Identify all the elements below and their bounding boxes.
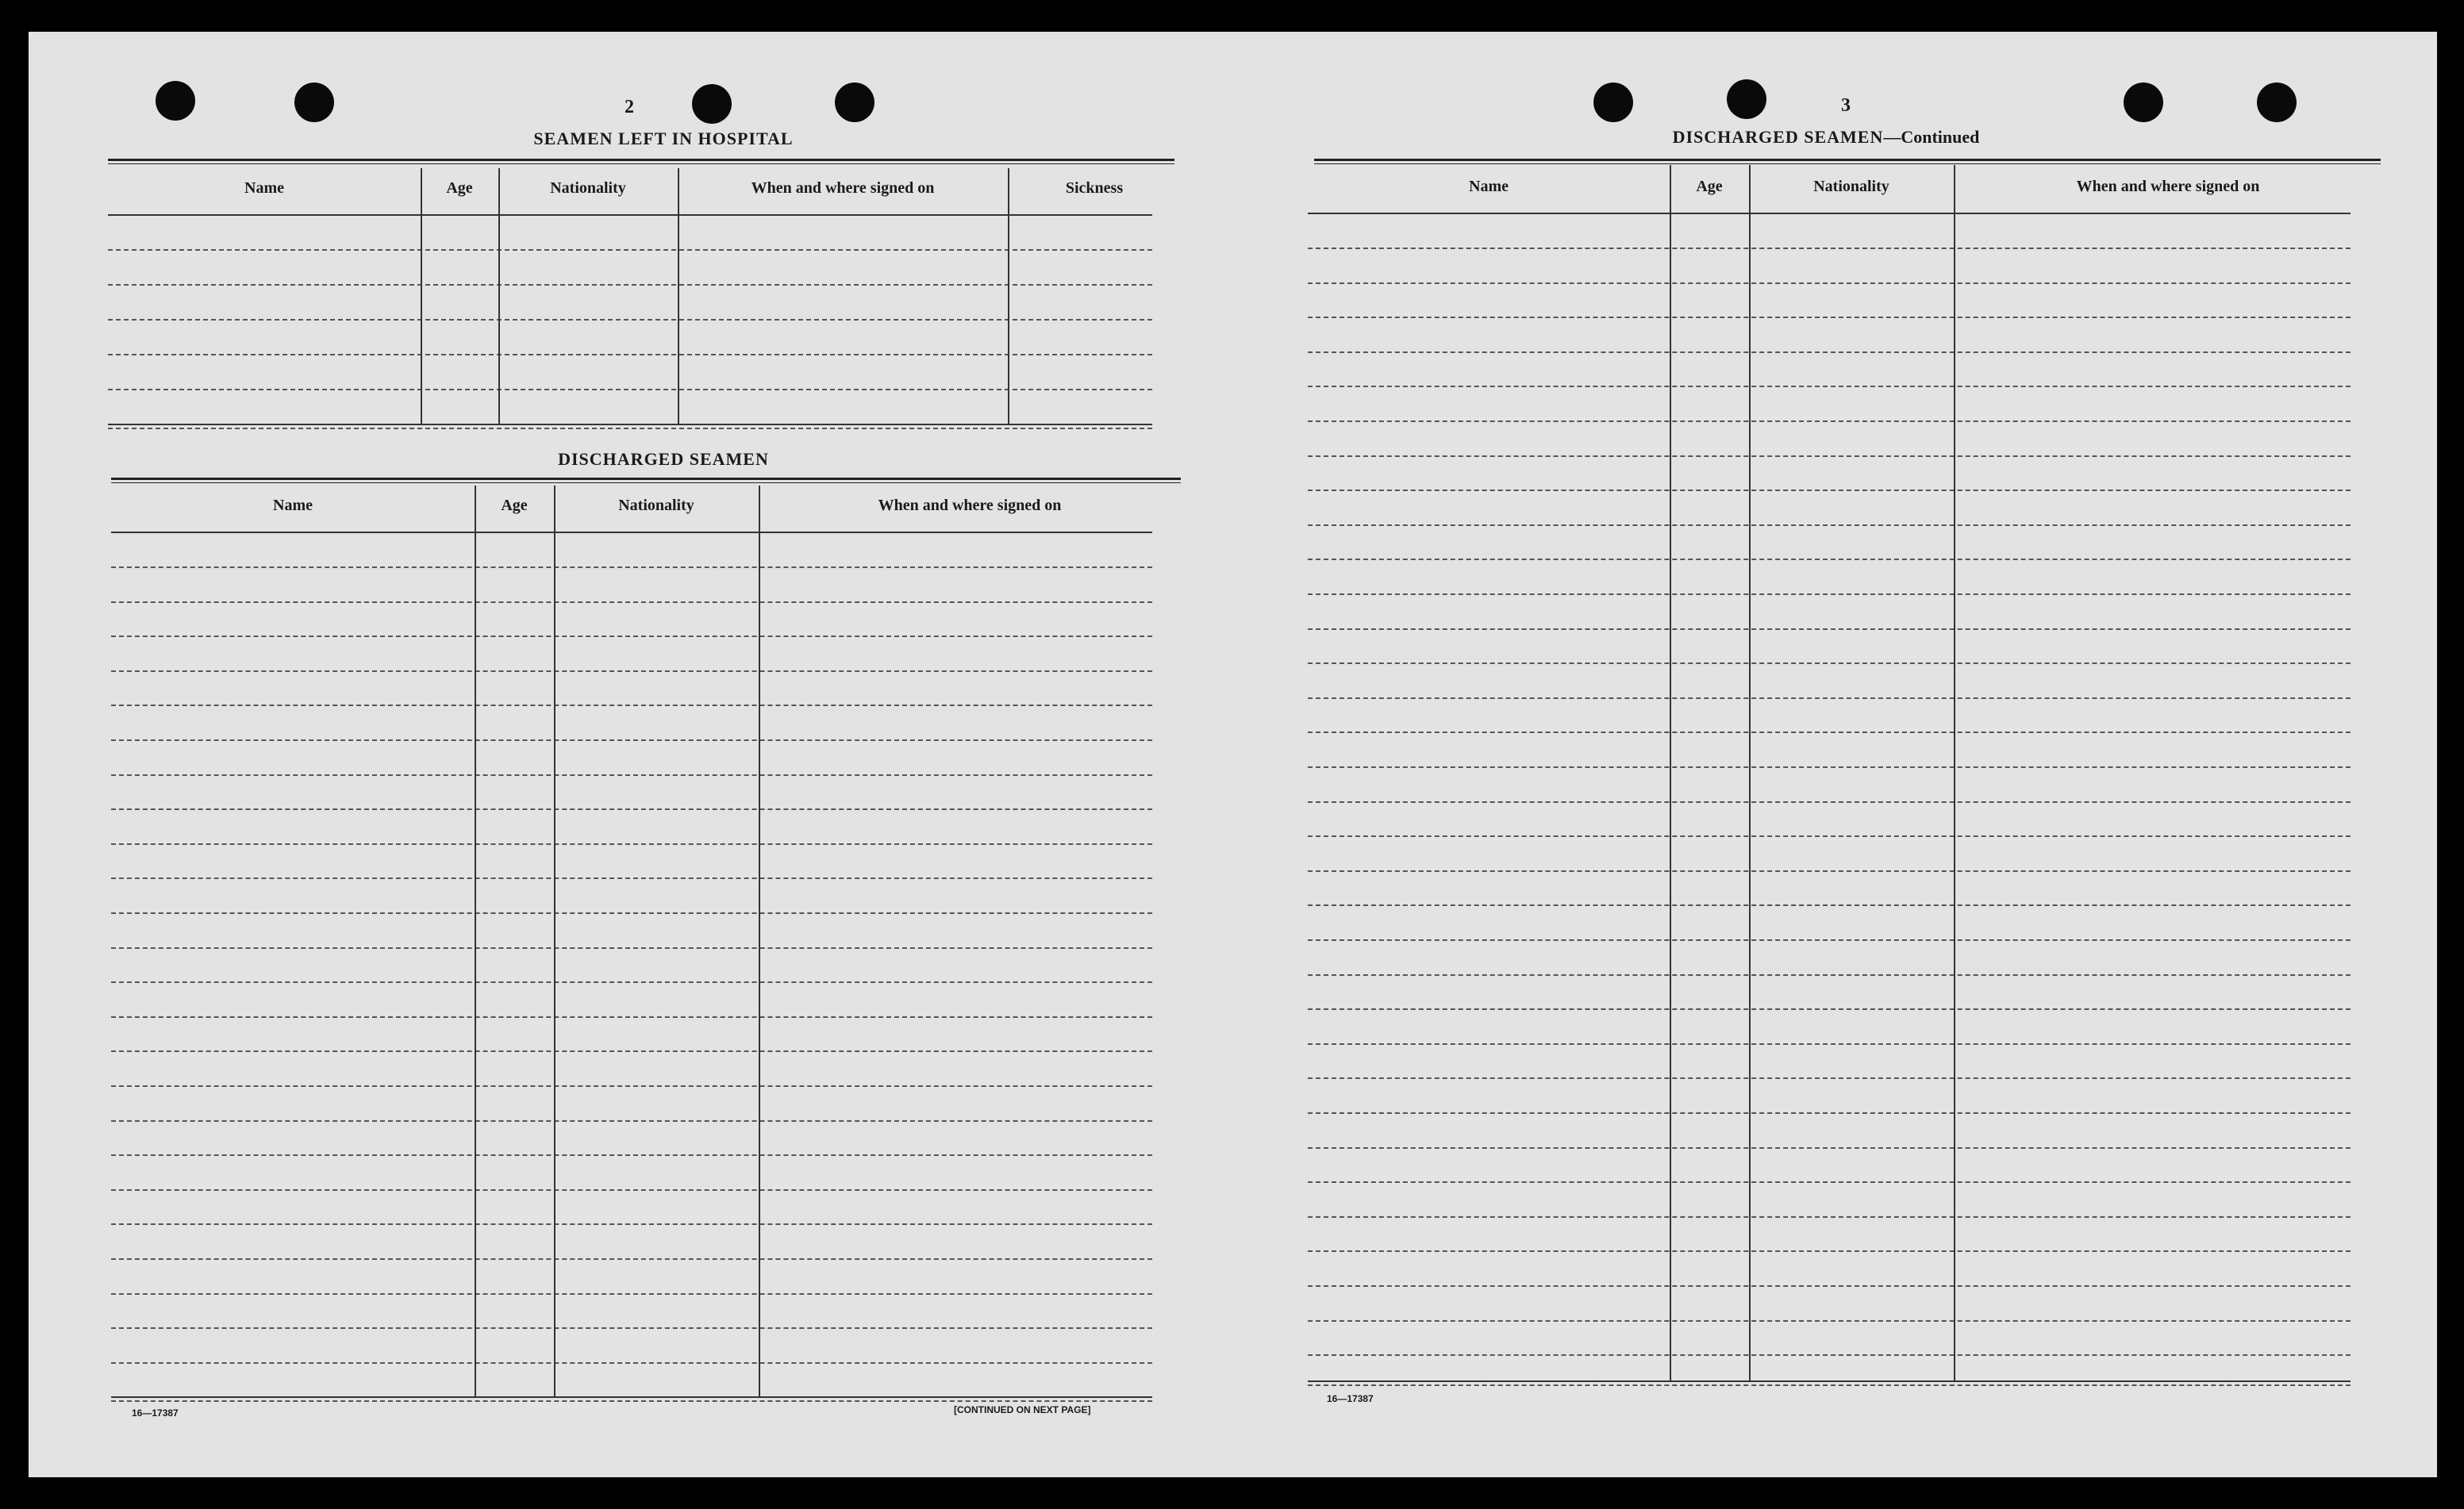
ruled-row-line	[1308, 662, 2351, 664]
discharged-col-nationality: Nationality	[618, 497, 694, 514]
hospital-col-age: Age	[446, 179, 473, 197]
ruled-row-line	[111, 635, 1152, 637]
punch-hole	[2124, 83, 2163, 122]
ruled-row-line	[108, 284, 1152, 286]
discharged-col-signed-on: When and where signed on	[878, 497, 1062, 514]
header-underline	[111, 532, 1152, 533]
hospital-col-nationality: Nationality	[550, 179, 626, 197]
ruled-row-line	[111, 877, 1152, 879]
continued-col-age: Age	[1696, 178, 1723, 195]
ruled-row-line	[1308, 904, 2351, 906]
page-number-left: 2	[625, 97, 634, 117]
ruled-row-line	[108, 389, 1152, 390]
ruled-row-line	[1308, 248, 2351, 249]
ruled-row-line	[1308, 731, 2351, 733]
column-divider	[1954, 165, 1955, 1380]
ruled-row-line	[111, 981, 1152, 983]
punch-hole	[692, 84, 732, 124]
column-divider	[1008, 168, 1009, 424]
ruled-row-line	[1308, 870, 2351, 872]
punch-hole	[835, 83, 875, 122]
column-divider	[1749, 165, 1751, 1380]
ruled-row-line	[1308, 1285, 2351, 1287]
ruled-row-line	[111, 912, 1152, 914]
continued-note: [CONTINUED ON NEXT PAGE]	[954, 1404, 1091, 1415]
continued-title-suffix: —Continued	[1883, 127, 1980, 147]
ruled-row-line	[1308, 1320, 2351, 1322]
discharged-section-title: DISCHARGED SEAMEN	[558, 449, 769, 469]
ruled-row-line	[1308, 835, 2351, 837]
ruled-row-line	[1308, 282, 2351, 284]
ruled-row-line	[1308, 801, 2351, 803]
hospital-col-name: Name	[244, 179, 284, 197]
column-divider	[475, 486, 476, 1396]
ruled-row-line	[1308, 420, 2351, 422]
table-bottom-line	[1308, 1380, 2351, 1382]
ruled-row-line	[1308, 1077, 2351, 1079]
ruled-row-line	[108, 319, 1152, 321]
hospital-col-sickness: Sickness	[1065, 179, 1124, 197]
ruled-row-line	[1308, 766, 2351, 768]
table-bottom-line	[111, 1396, 1152, 1398]
ruled-row-line	[111, 705, 1152, 706]
ruled-row-line	[111, 1327, 1152, 1329]
ruled-row-line	[111, 1362, 1152, 1364]
ruled-row-line	[108, 354, 1152, 355]
ruled-row-line	[111, 1293, 1152, 1295]
table-bottom-dashed	[108, 428, 1152, 429]
ruled-row-line	[111, 1085, 1152, 1087]
ruled-row-line	[1308, 559, 2351, 560]
continued-section-title	[1616, 127, 2036, 148]
continued-title-main: DISCHARGED SEAMEN	[1672, 127, 1884, 147]
ruled-row-line	[1308, 939, 2351, 941]
ruled-row-line	[1308, 317, 2351, 318]
ruled-row-line	[111, 670, 1152, 672]
ruled-row-line	[111, 1223, 1152, 1225]
ruled-row-line	[111, 601, 1152, 603]
form-number-left: 16—17387	[132, 1407, 179, 1419]
column-divider	[421, 168, 422, 424]
ruled-row-line	[1308, 351, 2351, 353]
ruled-row-line	[1308, 1181, 2351, 1183]
column-divider	[554, 486, 555, 1396]
ruled-row-line	[1308, 455, 2351, 457]
ruled-row-line	[108, 249, 1152, 251]
continued-col-nationality: Nationality	[1813, 178, 1889, 195]
ruled-row-line	[111, 1154, 1152, 1156]
ruled-row-line	[1308, 628, 2351, 630]
discharged-col-age: Age	[501, 497, 528, 514]
ruled-row-line	[111, 739, 1152, 741]
ruled-row-line	[1308, 1008, 2351, 1010]
ruled-row-line	[111, 1189, 1152, 1191]
continued-col-signed-on: When and where signed on	[2076, 178, 2260, 195]
ruled-row-line	[1308, 697, 2351, 699]
ruled-row-line	[111, 566, 1152, 568]
table-bottom-dashed	[111, 1400, 1152, 1402]
ruled-row-line	[1308, 386, 2351, 387]
page-number-right: 3	[1841, 95, 1851, 116]
ruled-row-line	[111, 843, 1152, 845]
form-sheet	[29, 32, 2437, 1477]
ruled-row-line	[1308, 1112, 2351, 1114]
hospital-col-signed-on: When and where signed on	[751, 179, 935, 197]
hospital-header-rule	[108, 159, 1174, 164]
header-underline	[1308, 213, 2351, 214]
form-number-right: 16—17387	[1327, 1393, 1374, 1404]
punch-hole	[156, 81, 195, 121]
table-bottom-line	[108, 424, 1152, 425]
ruled-row-line	[111, 808, 1152, 810]
table-bottom-dashed	[1308, 1384, 2351, 1386]
ruled-row-line	[111, 1258, 1152, 1260]
ruled-row-line	[111, 1050, 1152, 1052]
column-divider	[678, 168, 679, 424]
ruled-row-line	[1308, 1216, 2351, 1218]
ruled-row-line	[1308, 593, 2351, 595]
header-underline	[108, 214, 1152, 216]
discharged-header-rule	[111, 478, 1181, 483]
ruled-row-line	[111, 947, 1152, 949]
column-divider	[498, 168, 500, 424]
continued-header-rule	[1314, 159, 2381, 164]
ruled-row-line	[1308, 524, 2351, 526]
column-divider	[1670, 165, 1671, 1380]
ruled-row-line	[111, 1120, 1152, 1122]
hospital-section-title: SEAMEN LEFT IN HOSPITAL	[533, 129, 794, 148]
punch-hole	[294, 83, 334, 122]
ruled-row-line	[1308, 974, 2351, 976]
column-divider	[759, 486, 760, 1396]
ruled-row-line	[1308, 1147, 2351, 1149]
ruled-row-line	[1308, 1354, 2351, 1356]
ruled-row-line	[111, 774, 1152, 776]
ruled-row-line	[1308, 1250, 2351, 1252]
continued-col-name: Name	[1469, 178, 1509, 195]
discharged-col-name: Name	[273, 497, 313, 514]
ruled-row-line	[111, 1016, 1152, 1018]
punch-hole	[1727, 79, 1766, 119]
punch-hole	[2257, 83, 2297, 122]
ruled-row-line	[1308, 490, 2351, 491]
punch-hole	[1593, 83, 1633, 122]
ruled-row-line	[1308, 1043, 2351, 1045]
